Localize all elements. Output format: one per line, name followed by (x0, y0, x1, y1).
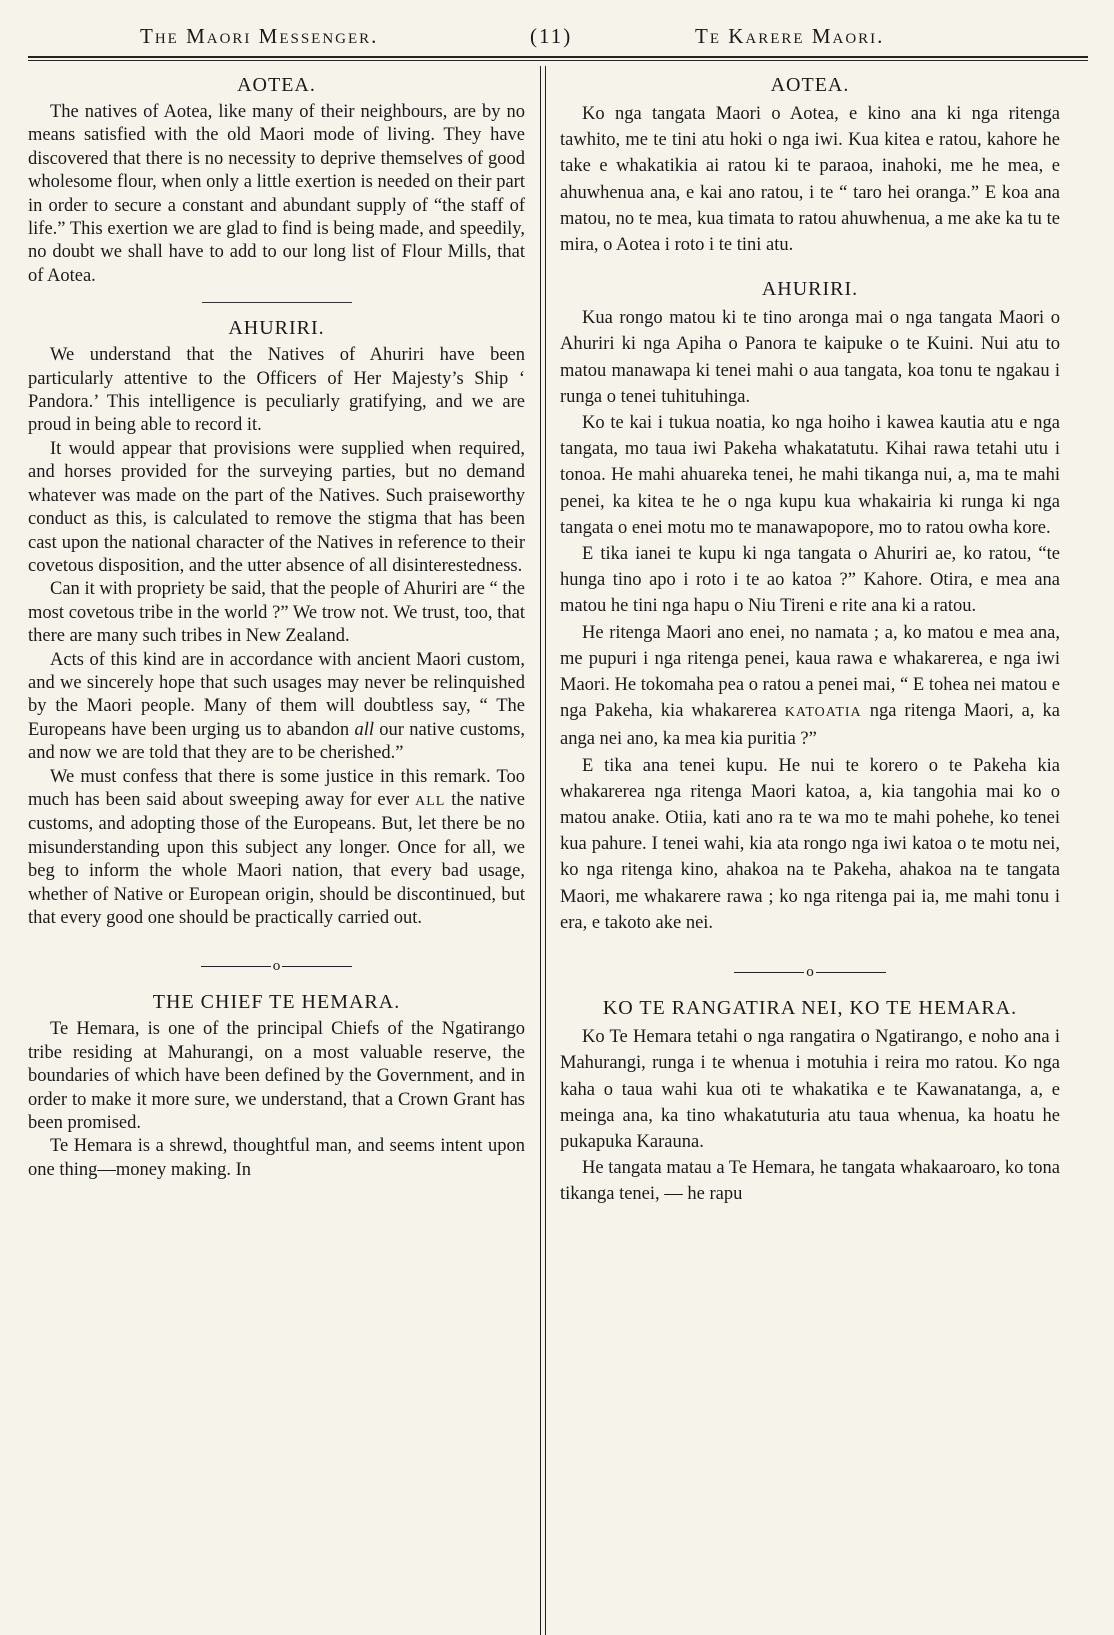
aotea-paragraph-mi: Ko nga tangata Maori o Aotea, e kino ana ki nga ritenga tawhito, me te tini atu hoki o nga iwi. Kua kitea e ratou, kahore he take e whakatikia ai ratou ki te paraoa, inahoki, me he mea, e ahuwhenua ana, e kai ano ratou, i te “ taro hei oranga.” E koa ana matou, no te mea, kua timata to ratou ahuwhenua, a me ake ka tu te mira, o Aotea i roto i te tini atu. (560, 104, 1060, 256)
divider-mark: o (272, 959, 281, 975)
right-title: Te Karere Maori. (695, 24, 885, 48)
header-rule-thin (28, 60, 1088, 61)
ahuriri-paragraph-en: It would appear that provisions were supplied when required, and horses provided for the surveying parties, but no demand whatever was made on the part of the Natives. Such praiseworthy conduct as this, is calculated to remove the stigma that has been cast upon the national character of the Natives in reference to their covetous disposition, and the utter absence of all disinterestedness. (28, 438, 525, 576)
ahuriri-paragraph-en (28, 649, 525, 766)
ahuriri-heading-mi: AHURIRI. (761, 278, 859, 301)
paragraph-text: We must confess that there is some justice in this remark. Too much has been said about sweeping away for ever (28, 766, 525, 810)
emphasis-text: KATOATIA (784, 705, 862, 721)
ahuriri-paragraph-mi: Kua rongo matou ki te tino aronga mai o nga tangata Maori o Ahuriri ki nga Apiha o Panora te kaipuke o te Kuini. Nui atu to matou manawapa ki tenei mahi o aua tangata, koa tonu te ngakau i runga o tenei tuhituhinga. (560, 308, 1060, 407)
divider-mark: o (806, 965, 814, 981)
ahuriri-paragraph-mi: E tika ana tenei kupu. He nui te korero o te Pakeha kia whakarerea nga ritenga Maori katoa, a, kia tangohia mai ko o matou anake. Otiia, kati ano ra te wa mo te mahi pohehe, ko tenei kua pahure. I tenei wahi, kia ata rongo nga iwi katoa o te motu nei, ko nga ritenga kino, ahakoa na te Pakeha, ahakoa na te tangata Maori, me whakarere rawa ; ko nga ritenga pai ia, me mahi tonu i era, e takoto ake nei. (560, 755, 1060, 933)
header-rule-thick (28, 56, 1088, 58)
section-divider (560, 966, 1060, 979)
aotea-paragraph-en: The natives of Aotea, like many of their neighbours, are by no means satisfied with the old Maori mode of living. They have discovered that there is no necessity to deprive themselves of good wholesome flour, when only a little exertion is needed on their part in order to secure a constant and abundant supply of “the staff of life.” This exertion we are glad to find is being made, and speedily, no doubt we shall have to add to our long list of Flour Mills, that of Aotea. (28, 102, 525, 286)
emphasis-text: ALL (415, 793, 446, 809)
hemara-paragraph-mi: He tangata matau a Te Hemara, he tangata whakaaroaro, ko tona tikanga tenei, — he rapu (560, 1158, 1060, 1205)
left-title: The Maori Messenger. (140, 24, 379, 48)
hemara-paragraph-en: Te Hemara, is one of the principal Chiefs of the Ngatirango tribe residing at Mahurangi, on a most valuable reserve, the boundaries of which have been defined by the Government, and in order to make it more sure, we understand, that a Crown Grant has been promised. (28, 1019, 525, 1134)
ahuriri-paragraph-mi: Ko te kai i tukua noatia, ko nga hoiho i kawea kautia atu e nga tangata, mo taua iwi Pakeha whakatatutu. Kihai rawa tetahi utu i tonoa. He mahi ahuareka tenei, he mahi tikanga nui, a, ma te mahi penei, ka kitea te he o nga kupu kua whakairia ki runga ki nga tangata o enei motu mo te manawapopore, mo to ratou owha kore. (560, 413, 1060, 538)
hemara-paragraph-en: Te Hemara is a shrewd, thoughtful man, and seems intent upon one thing—money making. In (28, 1136, 525, 1180)
paragraph-text: the native customs, and adopting those of the Europeans. But, let there be no misunderstanding upon this subject any longer. Once for all, we beg to inform the whole Maori nation, that every bad usage, whether of Native or European origin, should be discontinued, but that every good one should be practically carried out. (28, 789, 525, 928)
paragraph-text: our native customs, and now we are told that they are to be cherished.” (28, 719, 525, 764)
hemara-heading-mi: KO TE RANGATIRA NEI, KO TE HEMARA. (602, 997, 1018, 1020)
ahuriri-paragraph-en: Can it with propriety be said, that the people of Ahuriri are “ the most covetous tribe in the world ?” We trow not. We trust, too, that there are many such tribes in New Zealand. (28, 579, 525, 647)
emphasis-text: all (354, 719, 374, 740)
page-number: (11) (530, 24, 573, 48)
aotea-heading-en: AOTEA. (237, 74, 316, 96)
column-rule-right (545, 66, 546, 1635)
section-separator (202, 302, 352, 303)
ahuriri-paragraph-en (28, 766, 525, 931)
ahuriri-paragraph-mi: E tika ianei te kupu ki nga tangata o Ahuriri ae, ko ratou, “te hunga tino apo i roto i te ao katoa ?” Kahore. Otira, e mea ana matou he tini nga hapu o Niu Tireni e rite ana ki a ratou. (560, 544, 1060, 617)
ahuriri-paragraph-en: We understand that the Natives of Ahuriri have been particularly attentive to the Officers of Her Majesty’s Ship ‘ Pandora.’ This intelligence is peculiarly gratifying, and we are proud in being able to record it. (28, 345, 525, 436)
aotea-heading-mi: AOTEA. (770, 74, 850, 96)
maori-column (560, 74, 1060, 1635)
english-column (28, 74, 525, 1635)
ahuriri-heading-en: AHURIRI. (228, 317, 325, 340)
paragraph-text: Acts of this kind are in accordance with ancient Maori custom, and we sincerely hope that such usages may never be relinquished by the Maori people. Many of them will doubtless say, “ The Europeans have been urging us to abandon (28, 649, 525, 740)
hemara-heading-en: THE CHIEF TE HEMARA. (152, 991, 401, 1014)
paragraph-text: nga ritenga Maori, a, ka anga nei ano, ka mea kia puritia ?” (560, 701, 1060, 750)
ahuriri-paragraph-mi (560, 620, 1060, 753)
column-rule-left (540, 66, 541, 1635)
masthead (0, 0, 1114, 62)
paragraph-text: He ritenga Maori ano enei, no namata ; a, ko matou e mea ana, me pupuri i nga ritenga penei, kaua rawa e whakarerea, e nga iwi Maori. He tokomaha pea o ratou a penei mai, “ E tohea nei matou e nga Pakeha, kia whakarerea (560, 622, 1060, 722)
hemara-paragraph-mi: Ko Te Hemara tetahi o nga rangatira o Ngatirango, e noho ana i Mahurangi, runga i te whenua i motuhia i reira mo ratou. Ko nga kaha o taua wahi kua oti te whakatika e te Kawanatanga, a, e meinga ana, ka tino whakatuturia atu taua whenua, ka hoatu he pukapuka Karauna. (560, 1027, 1060, 1152)
section-divider (28, 960, 525, 973)
